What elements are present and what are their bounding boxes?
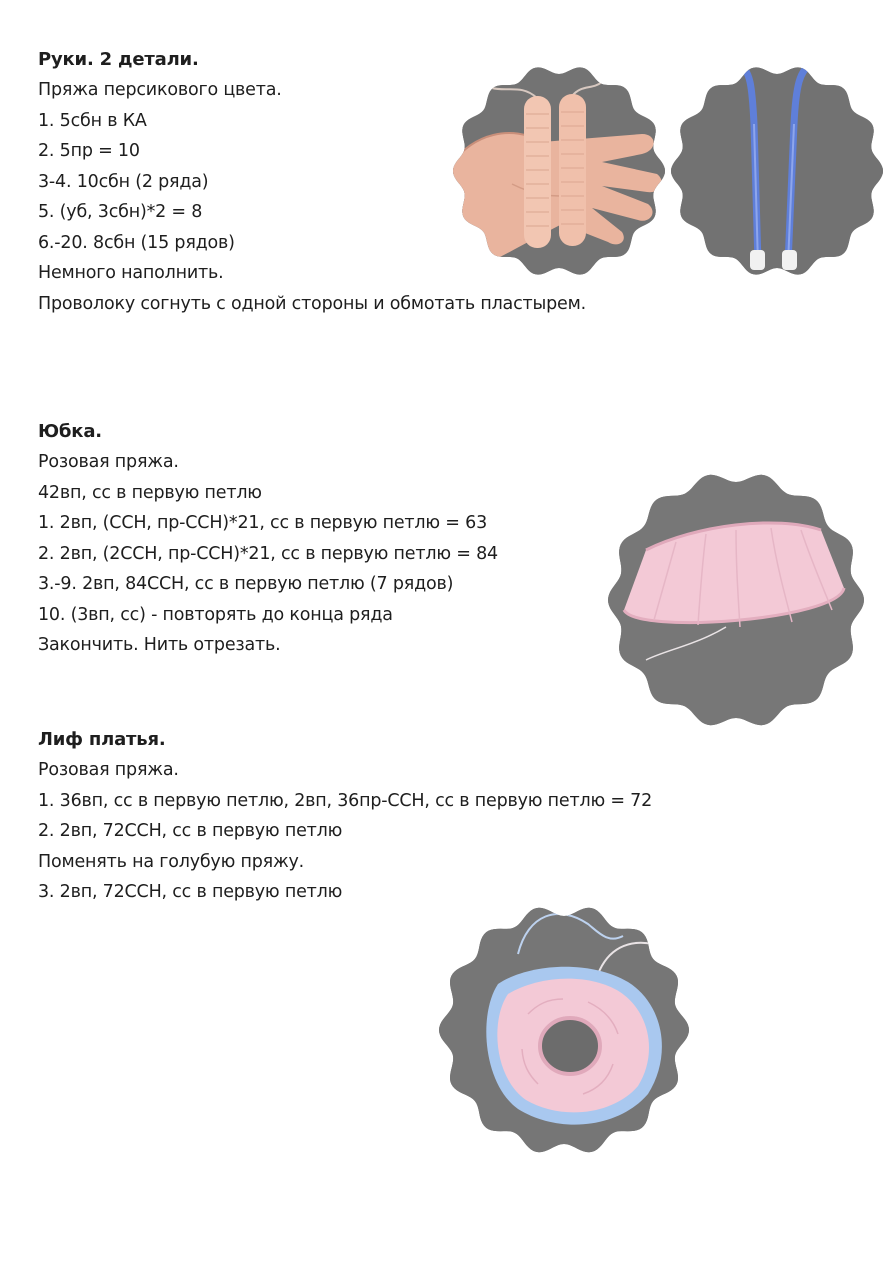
arms-line: Немного наполнить. — [38, 263, 224, 283]
arms-heading: Руки. 2 детали. — [38, 49, 199, 70]
skirt-photo — [606, 470, 866, 730]
skirt-line: Закончить. Нить отрезать. — [38, 635, 281, 655]
bodice-line: Розовая пряжа. — [38, 760, 179, 780]
skirt-line: Розовая пряжа. — [38, 452, 179, 472]
skirt-line: 2. 2вп, (2ССН, пр-ССН)*21, сс в первую петлю = 84 — [38, 543, 498, 564]
skirt-section — [38, 417, 498, 661]
arms-line: 2. 5пр = 10 — [38, 141, 140, 161]
arms-line: Проволоку согнуть с одной стороны и обмотать пластырем. — [38, 293, 586, 314]
arms-in-hand-photo — [452, 64, 666, 278]
arms-line: Пряжа персикового цвета. — [38, 80, 282, 100]
bodice-photo — [438, 904, 690, 1156]
arms-line: 5. (уб, 3сбн)*2 = 8 — [38, 202, 203, 222]
arms-line: 3-4. 10сбн (2 ряда) — [38, 171, 209, 192]
bodice-section — [38, 725, 652, 908]
bodice-heading: Лиф платья. — [38, 729, 166, 750]
arms-line: 1. 5сбн в КА — [38, 110, 147, 131]
bodice-line: 3. 2вп, 72ССН, сс в первую петлю — [38, 882, 343, 902]
bodice-line: Поменять на голубую пряжу. — [38, 851, 305, 872]
skirt-line: 10. (3вп, сс) - повторять до конца ряда — [38, 604, 393, 625]
arms-line: 6.-20. 8сбн (15 рядов) — [38, 232, 235, 253]
skirt-line: 1. 2вп, (ССН, пр-ССН)*21, сс в первую петлю = 63 — [38, 513, 487, 533]
skirt-line: 42вп, сс в первую петлю — [38, 482, 262, 503]
skirt-heading: Юбка. — [38, 421, 102, 442]
skirt-line: 3.-9. 2вп, 84ССН, сс в первую петлю (7 рядов) — [38, 574, 454, 594]
bodice-line: 2. 2вп, 72ССН, сс в первую петлю — [38, 821, 343, 841]
wire-frame-photo — [670, 64, 884, 278]
bodice-line: 1. 36вп, сс в первую петлю, 2вп, 36пр-ССН, сс в первую петлю = 72 — [38, 790, 653, 811]
